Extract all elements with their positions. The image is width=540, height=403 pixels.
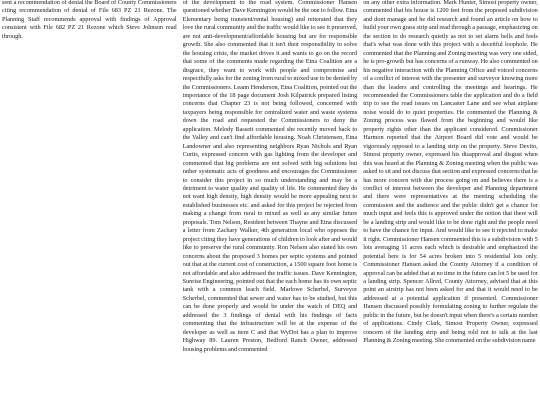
article-paragraph: sent a recommendation of denial the Board of County Commissioners citing recommendation of denial of File 683 PZ 21 Rezone. The Planning Staff recommends approval with findings of Approval consistent with File 682 PZ 21 Rezone which Steve Johnson read through.	[2, 0, 177, 40]
article-column-2	[183, 0, 358, 403]
article-paragraph: of the development to the road system. Commissioner Hansen questioned whether Dave Kennington would be the one to follow. Etna Elementary being transient/rental housing) and reiterated that they love the rural community and the traffic would like to see it preserved, are not anti-development/affordable housing but are for responsible growth. She also commented that it isn't their responsibility to solve the housing crisis, the market drives it and wants to go on the record that some of the comments made regarding the Etna Coalition are a disgrace, they want to work with people and compromise and respectfully asks for the zoning from rural to mixed use to be denied by the Commissioners. Leann Henderson, Etna Coalition, pointed out the importance of the 18 page document Josh Kilpatrick prepared listing concerns that Chapter 23 is not being followed, concerned with taxpayers being responsible for centralized water and waste systems down the road and requested the Commissioners to deny the application. Melody Bassett commented she recently moved back to the Valley and can't find affordable housing. Noah Christensen, Etna Landowner and also representing neighbors Ryan Nichols and Ryan Curtis, expressed concern with gas lighting from the developer and commented that big problems are not solved with big solutions but rather systematic acts of goodness and encourages the Commissioner to consider this project in so much understanding and may be a detriment to water quality and quality of life. He commented they do not want high density, high density would be more appealing next to established businesses etc. and asked for this project be rejected from making a change from rural to mixed as well as any similar future proposals. Tom Nelson, Resident between Thayne and Etna discussed a letter from Zachary Walker, 4th generation local who opposes the project citing they have generations of children to look after and would like to preserve the rural community. Ron Nelson also stated his own concerns about the proposed 3 homes per septic systems and pointed out that at the current cost of construction, a 1500 square foot home is not affordable and also addressed the traffic issues. Dave Kennington, Sunrise Engineering, pointed out that the each home has its own septic tank with a common leach field. Marlowe Scherbel, Surveyor Scherbel, commented that sewer and water has to be studied, but this can be done properly and would be under the watch of DEQ and addressed the 3 findings of denial with his findings of facts commenting that the infrastructure will be at the expense of the developer as well as item C and that WyDot has a plan to improve Highway 89. Lauren Preston, Bedford Ranch Owner, addressed housing problems and commented	[182, 0, 358, 353]
newspaper-page	[2, 0, 538, 403]
article-column-1	[2, 0, 177, 403]
article-column-3	[363, 0, 538, 403]
article-paragraph: on any other extra information. Mark Hunter, Simost property owner, commented that his house is 1200 feet from the proposed subdivision and dont manage and he did research and found an article on how to build your own grass strip and read through a passage, emphasizing on the section to do research quietly as not to set alarm bells and feels that's what was done with this project with a deceitful loophole. He commented that the Planning and Zoning meeting was very one sided, he is pro-growth but has concerns of a runway. He also commented on his negative interaction with the Planning Office and voiced concerns of a conflict of interest with the presenter and surveyor knowing more than the leaders and controlling the meetings and hearings. He recommended the Commissioners table the application and do a field trip to see the road issues on Lancaster Lane and see what airplane noise would do to quiet properties. He commented the Planning & Zoning process was flawed from the beginning and would like property rights other than the applicant considered. Commissioner Harmon reported that the Airport Board did vote and would be vigorously opposed to a landing strip on the property. Steve Devito, Simost property owner, expressed his disapproval and disgust when this was heard at the Planning & Zoning meeting when the public was asked to sit and not discuss that section and expressed concerns that he has more concern with due process going on and believes there is a conflict of interest between the developer and Planning department and there were representatives at the meeting scheduling the commission and the audience and the public didn't get a chance for much input and feels this is approved under the notion that there will be a landing strip and would like to be done right and the people need to have the chance for input. And would like to see it rejected to make it right. Commissioner Hansen commented this is a subdivision with 5 lots averaging 11 acres each which is desirable and emphasized the potential here is for 54 acres broken into 5 residential lots only. Commissioner Hansen asked the County Attorney if a condition of approval can be added that at no time in the future can lot 5 be used for a landing strip. Spencer Allred, County Attorney, advised that at this point an airstrip has not been asked for and that it would need to be addressed at a potential application if presented. Commissioner Hansen discussed possibly formulating zoning to further regulate the public in the future, but he doesn't input when there's a certain number of applications. Cindy Clark, Simost Property Owner, expressed concern of the landing strip and being told not to talk at the last Planning & Zoning meeting. She commented on the subdivision name	[363, 0, 538, 345]
